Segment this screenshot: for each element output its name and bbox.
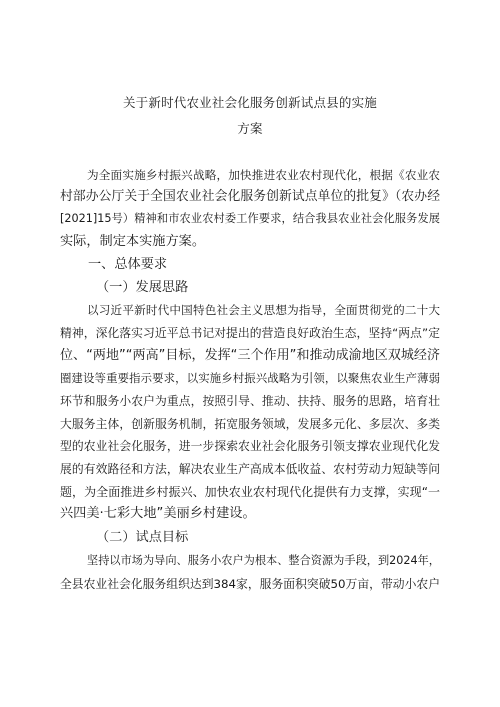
paragraph-line: 型的农业社会化服务，进一步探索农业社会化服务引领支撑农业现代化发 — [60, 439, 440, 453]
document-title: 关于新时代农业社会化服务创新试点县的实施 — [122, 95, 377, 110]
paragraph-line: [2021]15号）精神和市农业农村委工作要求，结合我县农业社会化服务发展 — [60, 212, 440, 225]
section-heading: 一、总体要求 — [88, 257, 168, 272]
subsection-heading: （一）发展思路 — [96, 280, 189, 295]
paragraph-line: 村部办公厅关于全国农业社会化服务创新试点单位的批复》（农办经 — [60, 189, 440, 204]
paragraph-line: 圈建设等重要指示要求，以实施乡村振兴战略为引领，以聚焦农业生产薄弱 — [60, 371, 440, 385]
paragraph-line: 以习近平新时代中国特色社会主义思想为指导，全面贯彻党的二十大 — [87, 303, 440, 317]
paragraph-line: 为全面实施乡村振兴战略，加快推进农业农村现代化，根据《农业农 — [87, 168, 440, 182]
paragraph-line: 展的有效路径和方法，解决农业生产高成本低收益、农村劳动力短缺等问 — [60, 462, 440, 476]
paragraph-line: 环节和服务小农户为重点，按照引导、推动、扶持、服务的思路，培育壮 — [60, 394, 440, 408]
document-title-continued: 方案 — [237, 121, 263, 136]
paragraph-line: 全县农业社会化服务组织达到384家，服务面积突破50万亩，带动小农户 — [60, 577, 440, 591]
paragraph-line: 兴四美·七彩大地”美丽乡村建设。 — [60, 506, 256, 521]
paragraph-line: 大服务主体，创新服务机制，拓宽服务领域，发展多元化、多层次、多类 — [60, 417, 440, 431]
paragraph-line: 精神，深化落实习近平总书记对提出的营造良好政治生态，坚持“两点”定 — [60, 326, 440, 340]
paragraph-line: 坚持以市场为导向、服务小农户为根本、整合资源为手段，到2024年， — [87, 554, 440, 567]
paragraph-line: 题，为全面推进乡村振兴、加快农业农村现代化提供有力支撑，实现“一 — [60, 485, 440, 499]
paragraph-line: 位、“两地”“两高”目标，发挥“三个作用”和推动成渝地区双城经济 — [60, 348, 440, 363]
paragraph-line: 实际，制定本实施方案。 — [60, 234, 206, 249]
subsection-heading: （二）试点目标 — [96, 530, 189, 545]
